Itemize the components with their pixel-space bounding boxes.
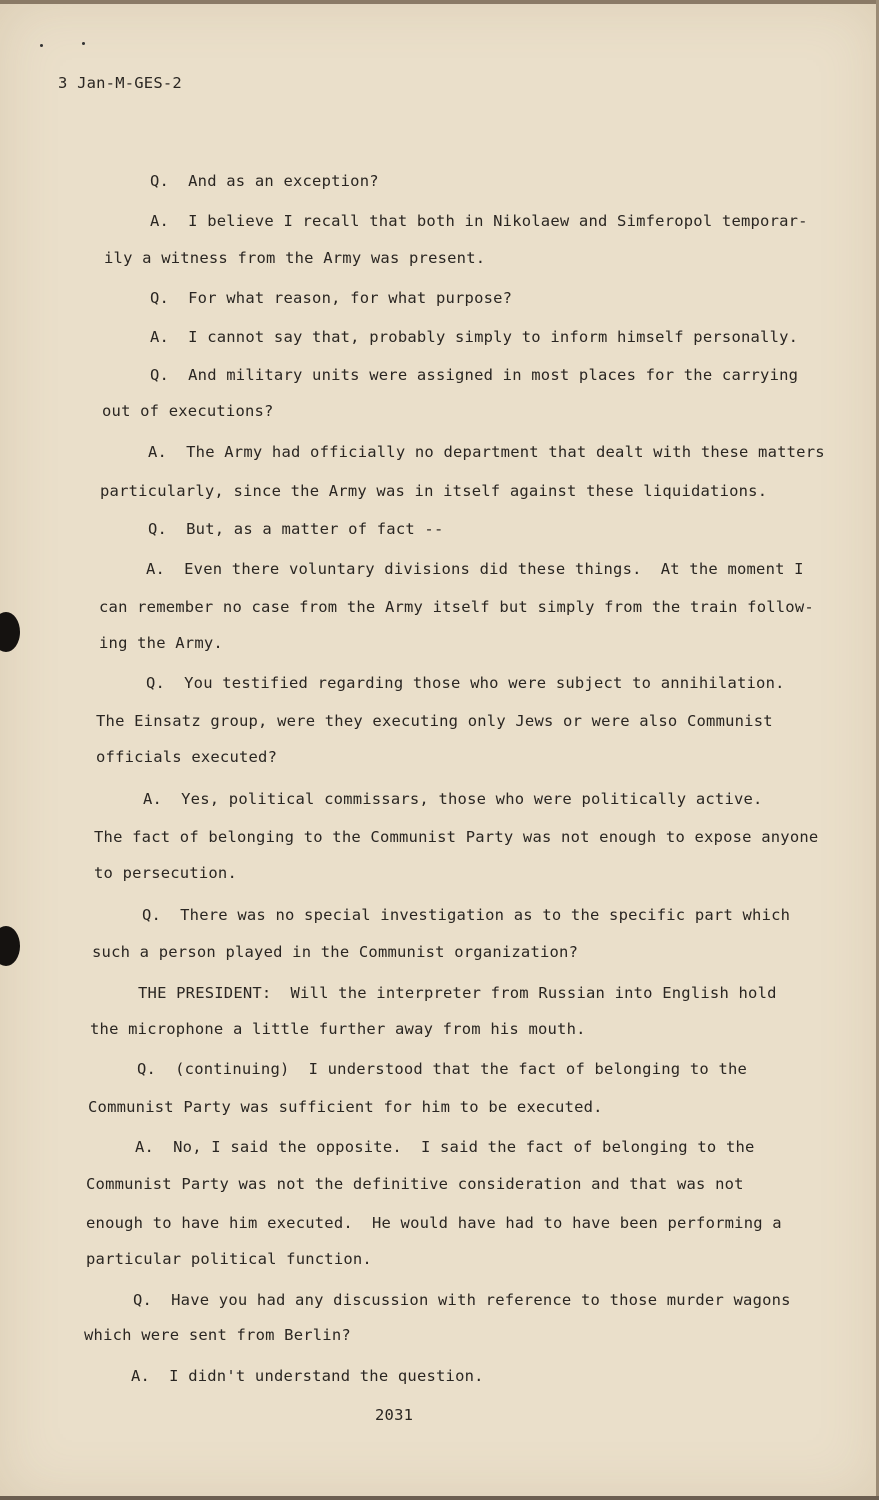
transcript-line: Q. And military units were assigned in most places for the carrying — [150, 366, 799, 384]
bottom-edge — [0, 1496, 879, 1500]
transcript-line: Q. (continuing) I understood that the fact of belonging to the — [137, 1060, 748, 1078]
transcript-line: Q. Have you had any discussion with reference to those murder wagons — [133, 1291, 791, 1309]
transcript-line: Q. For what reason, for what purpose? — [150, 289, 513, 307]
transcript-line: A. No, I said the opposite. I said the fact of belonging to the — [135, 1138, 755, 1156]
transcript-line: Q. You testified regarding those who were subject to annihilation. — [146, 674, 785, 692]
transcript-line: A. I believe I recall that both in Nikolaew and Simferopol temporar- — [150, 212, 808, 230]
transcript-line: A. Even there voluntary divisions did these things. At the moment I — [146, 560, 804, 578]
transcript-line: The fact of belonging to the Communist Party was not enough to expose anyone — [94, 828, 819, 846]
transcript-line: A. The Army had officially no department that dealt with these matters — [148, 443, 825, 461]
transcript-line: Communist Party was sufficient for him to be executed. — [88, 1098, 603, 1116]
transcript-line: Q. And as an exception? — [150, 172, 379, 190]
transcript-line: particularly, since the Army was in itself against these liquidations. — [100, 482, 768, 500]
transcript-line: Q. But, as a matter of fact -- — [148, 520, 444, 538]
transcript-line: out of executions? — [102, 402, 274, 420]
transcript-line: Communist Party was not the definitive consideration and that was not — [86, 1175, 744, 1193]
transcript-line: to persecution. — [94, 864, 237, 882]
transcript-line: A. I cannot say that, probably simply to inform himself personally. — [150, 328, 799, 346]
transcript-line: can remember no case from the Army itself but simply from the train follow- — [99, 598, 814, 616]
transcript-line: officials executed? — [96, 748, 278, 766]
punch-hole — [0, 612, 20, 652]
transcript-line: enough to have him executed. He would have had to have been performing a — [86, 1214, 782, 1232]
transcript-line: A. Yes, political commissars, those who were politically active. — [143, 790, 763, 808]
punch-hole — [0, 926, 20, 966]
transcript-line: Q. There was no special investigation as to the specific part which — [142, 906, 791, 924]
top-edge — [0, 0, 879, 4]
transcript-line: ing the Army. — [99, 634, 223, 652]
page-number: 2031 — [375, 1406, 414, 1424]
transcript-line: The Einsatz group, were they executing only Jews or were also Communist — [96, 712, 773, 730]
transcript-line: the microphone a little further away from his mouth. — [90, 1020, 586, 1038]
document-reference: 3 Jan-M-GES-2 — [58, 74, 182, 92]
transcript-line: THE PRESIDENT: Will the interpreter from Russian into English hold — [138, 984, 777, 1002]
transcript-line: A. I didn't understand the question. — [131, 1367, 484, 1385]
ink-speck — [82, 42, 85, 45]
transcript-line: which were sent from Berlin? — [84, 1326, 351, 1344]
transcript-line: particular political function. — [86, 1250, 372, 1268]
transcript-line: ily a witness from the Army was present. — [104, 249, 486, 267]
ink-speck — [40, 44, 43, 47]
transcript-line: such a person played in the Communist organization? — [92, 943, 579, 961]
